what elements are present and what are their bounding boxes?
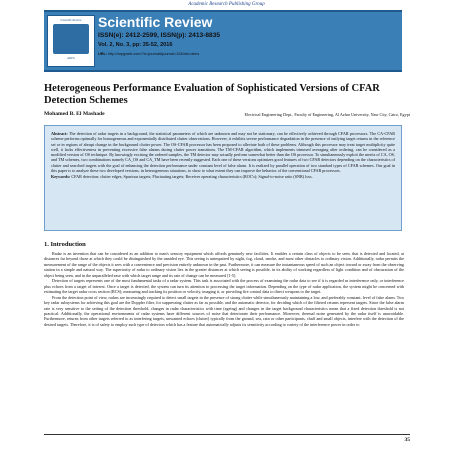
journal-url-line xyxy=(98,52,199,56)
keywords-label: Keywords: xyxy=(51,174,71,180)
journal-banner xyxy=(44,10,402,72)
logo-publisher: ARPG xyxy=(66,56,75,60)
abstract-label: Abstract: xyxy=(51,131,68,136)
publisher-name: Academic Research Publishing Group xyxy=(188,2,265,7)
paper-title: Heterogeneous Performance Evaluation of Sophisticated Versions of CFAR Detection Schemes xyxy=(44,83,380,106)
section-heading-introduction: 1. Introduction xyxy=(44,241,86,248)
introduction-body xyxy=(44,251,404,327)
abstract-body: The detection of radar targets in a background, the statistical parameters of which are unknown and may not be stationary, can be effectively achieved through CFAR processors. The CA-CFAR scheme performs optimally for homogeneous and exponentially distributed clutter observations. However, it exhibits severe performance degradation in the presence of outlying target returns in the reference set or in regions of abrupt change in the background clutter power. The OS-CFAR processor has been proposed to alleviate both of these problems. Although this processor may treat target multiplicity quite well, it lacks effectiveness in preventing excessive false alarms during clutter power transitions. The TM-CFAR algorithm, which implements trimmed averaging after ordering, can be considered as a modified version of OS technique. By knowingly excising the ordered samples, the TM detector may actually perform somewhat better than the OS processor. To simultaneously exploit the merits of CA, OS, and TM schemes, two combinations namely CA_OS and CA_TM have been recently suggested. Each one of these versions optimizes good features of two CFAR detectors depending on the characteristics of clutter and searched targets with the goal of enhancing the detection performance under constant level of false alarm. It is realized by parallel operation of two standard types of CFAR schemes. Our goal in this paper is to analyze these two developed versions, in heterogeneous situations, to show to what extent they can improve the behavior of the conventional CFAR processors. xyxy=(51,131,395,174)
journal-issn: ISSN(e): 2412-2599, ISSN(p): 2413-8835 xyxy=(98,32,221,39)
journal-url-label: URL: xyxy=(98,52,108,56)
author-name: Mohamed B. El Mashade xyxy=(44,111,105,117)
abstract-text xyxy=(51,131,395,173)
keywords-list: CFAR detection; clutter edges; Spurious targets; Fluctuating targets; Receiver operating characteristics (ROC's); Signal-to-noise ratio (SNR) loss. xyxy=(71,174,313,180)
page-number: 35 xyxy=(404,437,410,443)
paragraph: From the detection point of view, radars are increasingly required to detect small targets in the presence of strong clutter while simultaneously maintaining a low, and preferably constant, level of false alarm. Two key radar subsystems for achieving this goal are the Doppler filter, for suppressing clutter as far as possible, and the automatic detector, for deciding which of the filtered returns represent targets. Since the false alarm rate is very sensitive to the setting of the detection threshold, changes in radar characteristics with time (ageing) and changes in the target background characteristics mean that a fixed detection threshold is not practical. Additionally, the operational environments of radar systems have different sources of noise that deteriorate their performance. Moreover, thermal noise generated by the radar itself is unavoidable. Furthermore, returns from other targets referred to as interfering targets, unwanted echoes (clutter) typically from the ground, sea, rain or other participants, chaff and small objects, interfere with the detection of the desired targets. Therefore, it is of safety to employ such type of detectors which has a feature that automatically adjusts its sensitivity according to variety of the interference power in order to xyxy=(44,294,404,327)
footer-divider xyxy=(44,434,410,435)
logo-image-icon xyxy=(53,24,89,54)
logo-title: Scientific Review xyxy=(60,18,82,22)
author-affiliation: Electrical Engineering Dept., Faculty of Engineering, Al Azhar University, Nasr City, Cairo, Egypt xyxy=(244,112,410,117)
journal-volume: Vol. 2, No. 3, pp: 35-52, 2016 xyxy=(98,42,173,48)
paragraph: Radar is an invention that can be considered as an addition to man's sensory equipment which affords genuinely new facilities. It enables a certain class of objects to be seen, that is detected and located, at distances far beyond those at which they could be distinguished by the unaided eye. This seeing is unimpaired by night, fog, cloud, smoke, and most other obstacles to ordinary vision. Additionally, radar permits the measurement of the range of the objects it sees with a convenience and precision entirely unknown in the past. Furthermore, it can measure the instantaneous speed of such an object toward or away from the observing station in a simple and natural way. The superiority of radar to ordinary vision lies in the greater distances at which seeing is possible, in its ability of working regardless of light condition and of obscuration of the object being seen, and in the unparalleled ease with which target range and its rate of change can be measured [1-5]. xyxy=(44,251,404,278)
author-line xyxy=(44,111,410,117)
paragraph: Detection of targets represents one of the most fundamental tasks of a radar system. This task is associated with the process of examining the radar data to see if it is regarded as interference only, or interference plus echoes from a target of interest. Once a target is detected, the system can turn its attention to processing the target information. Depending on the type of radar application, the system might be concerned with estimating the target radar cross section (RCS); measuring and tracking its position or velocity, imaging it, or providing fire control data to direct weapons to the target. xyxy=(44,278,404,295)
abstract-box xyxy=(44,125,402,231)
keywords xyxy=(51,174,395,179)
journal-logo xyxy=(47,15,95,67)
journal-url-link[interactable]: http://arpgweb.com/?ic=journal&journal=10&info=aims xyxy=(108,52,200,56)
journal-title: Scientific Review xyxy=(98,14,213,30)
